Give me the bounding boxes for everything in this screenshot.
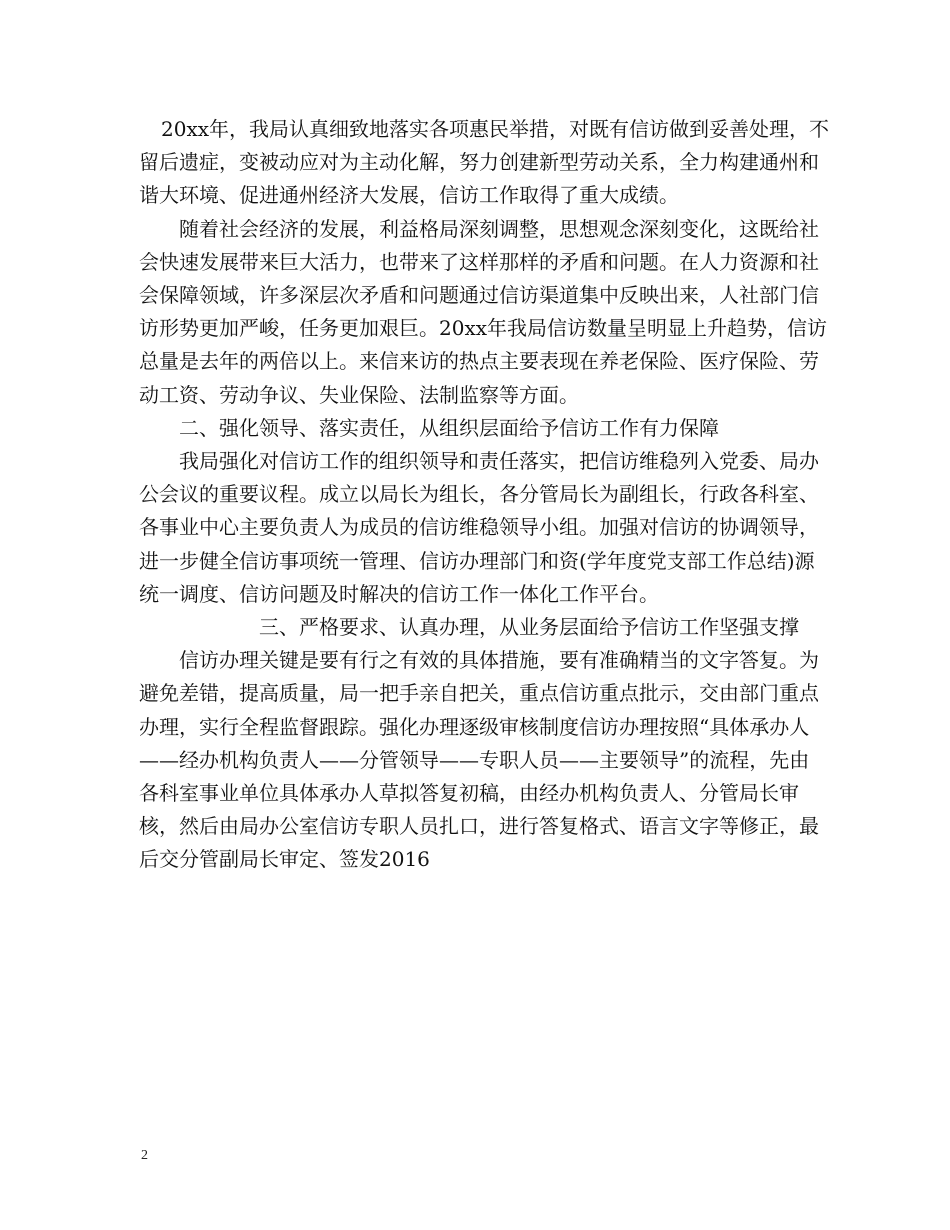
paragraph-handling: 信访办理关键是要有行之有效的具体措施，要有准确精当的文字答复。为避免差错，提高质量，局一把手亲自把关，重点信访重点批示，交由部门重点办理，实行全程监督跟踪。强化办理逐级审核制度信访办理按照“具体承办人——经办机构负责人——分管领导——专职人员——主要领导”的流程，先由各科室事业单位具体承办人草拟答复初稿，由经办机构负责人、分管局长审核，然后由局办公室信访专职人员扎口，进行答复格式、语言文字等修正，最后交分管副局长审定、签发2016	[139, 648, 819, 872]
section-heading-3: 三、严格要求、认真办理，从业务层面给予信访工作坚强支撑	[259, 615, 799, 640]
section-heading-2: 二、强化领导、落实责任，从组织层面给予信访工作有力保障	[179, 415, 719, 440]
page-number: 2	[141, 1148, 148, 1163]
paragraph-leadership: 我局强化对信访工作的组织领导和责任落实，把信访维稳列入党委、局办公会议的重要议程。成立以局长为组长，各分管局长为副组长，行政各科室、各事业中心主要负责人为成员的信访维稳领导小组。加强对信访的协调领导，进一步健全信访事项统一管理、信访办理部门和资(学年度党支部工作总结)源统一调度、信访问题及时解决的信访工作一体化工作平台。	[139, 449, 819, 606]
paragraph-intro: 20xx年，我局认真细致地落实各项惠民举措，对既有信访做到妥善处理，不留后遗症，变被动应对为主动化解，努力创建新型劳动关系，全力构建通州和谐大环境、促进通州经济大发展，信访工作取得了重大成绩。	[139, 117, 830, 208]
paragraph-background: 随着社会经济的发展，利益格局深刻调整，思想观念深刻变化，这既给社会快速发展带来巨大活力，也带来了这样那样的矛盾和问题。在人力资源和社会保障领域，许多深层次矛盾和问题通过信访渠道集中反映出来，人社部门信访形势更加严峻，任务更加艰巨。20xx年我局信访数量呈明显上升趋势，信访总量是去年的两倍以上。来信来访的热点主要表现在养老保险、医疗保险、劳动工资、劳动争议、失业保险、法制监察等方面。	[139, 216, 828, 407]
body-text	[139, 113, 829, 877]
